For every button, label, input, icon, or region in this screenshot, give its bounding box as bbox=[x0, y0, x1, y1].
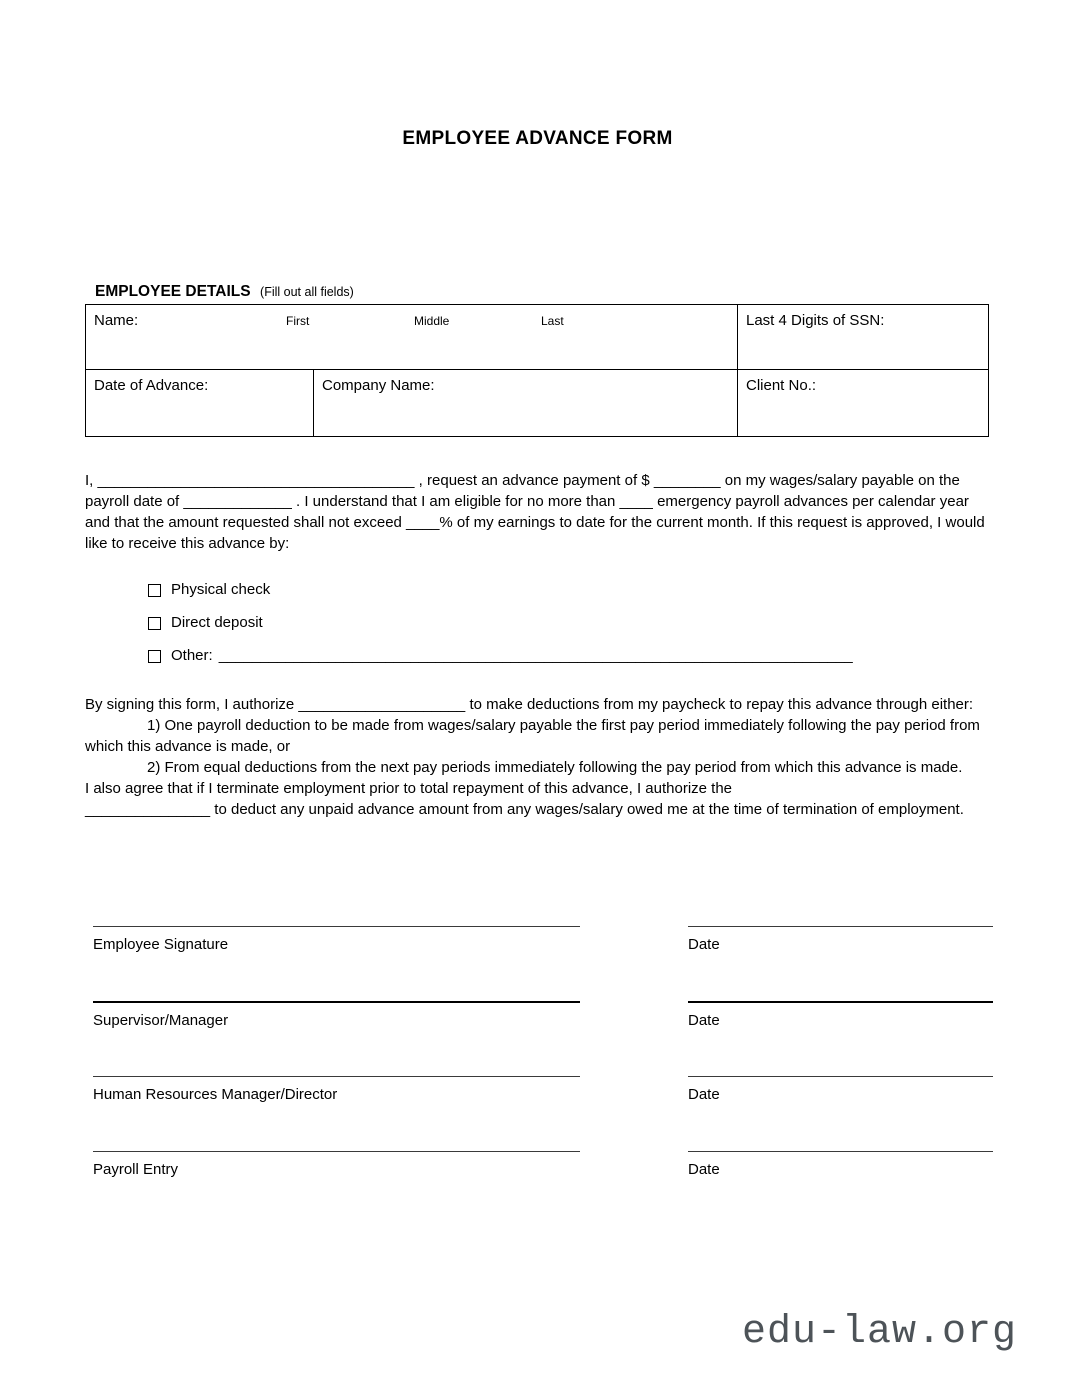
sig-row-payroll-entry bbox=[85, 1151, 988, 1226]
hr-manager-date-line bbox=[688, 1076, 993, 1103]
date-of-advance-cell[interactable] bbox=[86, 370, 314, 437]
sig-row-employee bbox=[85, 926, 988, 1001]
deduction-option-2: 2) From equal deductions from the next pay periods immediately following the pay period from which this advance is made. bbox=[147, 759, 963, 776]
physical-check-label: Physical check bbox=[171, 581, 271, 598]
employee-signature-line bbox=[93, 926, 580, 953]
supervisor-signature-label: Supervisor/Manager bbox=[93, 1012, 229, 1029]
name-last-label: Last bbox=[541, 314, 564, 328]
name-middle-label: Middle bbox=[414, 314, 450, 328]
other-label: Other: bbox=[171, 647, 213, 664]
client-no-label: Client No.: bbox=[746, 377, 817, 394]
direct-deposit-label: Direct deposit bbox=[171, 614, 263, 631]
hr-manager-date-label: Date bbox=[688, 1086, 720, 1103]
form-title: EMPLOYEE ADVANCE FORM bbox=[402, 128, 673, 149]
termination-clause-line2: _______________ to deduct any unpaid advance amount from any wages/salary owed me at the time of termination of employment. bbox=[85, 801, 964, 818]
physical-check-checkbox[interactable] bbox=[148, 584, 161, 597]
ssn-cell[interactable] bbox=[738, 305, 989, 370]
direct-deposit-checkbox[interactable] bbox=[148, 617, 161, 630]
authorization-block bbox=[85, 694, 988, 820]
option-physical-check bbox=[85, 580, 988, 600]
other-checkbox[interactable] bbox=[148, 650, 161, 663]
payroll-entry-signature-label: Payroll Entry bbox=[93, 1161, 179, 1178]
option-direct-deposit bbox=[85, 613, 988, 633]
client-no-cell[interactable] bbox=[738, 370, 989, 437]
delivery-options bbox=[85, 580, 988, 666]
name-cell[interactable] bbox=[86, 305, 738, 370]
employee-details-heading bbox=[85, 283, 988, 301]
company-name-label: Company Name: bbox=[322, 377, 435, 394]
termination-clause-line1: I also agree that if I terminate employment prior to total repayment of this advance, I authorize the bbox=[85, 780, 733, 797]
employee-signature-label: Employee Signature bbox=[93, 936, 229, 953]
payroll-entry-signature-line bbox=[93, 1151, 580, 1178]
ssn-label: Last 4 Digits of SSN: bbox=[746, 312, 885, 329]
watermark: edu-law.org bbox=[742, 1310, 1018, 1355]
payroll-entry-date-line bbox=[688, 1151, 993, 1178]
employee-date-label: Date bbox=[688, 936, 720, 953]
hr-manager-signature-label: Human Resources Manager/Director bbox=[93, 1086, 338, 1103]
other-blank-line: ____________________________________________________________________________ bbox=[218, 647, 853, 664]
deduction-option-1: 1) One payroll deduction to be made from wages/salary payable the first pay period immediately following the pay period from which this advance is made, or bbox=[85, 717, 980, 755]
sig-row-supervisor bbox=[85, 1001, 988, 1076]
option-other bbox=[85, 646, 988, 666]
hr-manager-signature-line bbox=[93, 1076, 580, 1103]
section-heading-note: (Fill out all fields) bbox=[260, 285, 354, 299]
authorization-intro: By signing this form, I authorize ____________________ to make deductions from my paycheck to repay this advance through either: bbox=[85, 696, 974, 713]
name-first-label: First bbox=[286, 314, 310, 328]
employee-details-table bbox=[85, 304, 989, 437]
form-content bbox=[85, 283, 988, 1226]
section-heading-text: EMPLOYEE DETAILS bbox=[95, 283, 251, 300]
supervisor-date-label: Date bbox=[688, 1012, 720, 1029]
name-label: Name: bbox=[94, 312, 139, 329]
supervisor-signature-line bbox=[93, 1001, 580, 1029]
payroll-entry-date-label: Date bbox=[688, 1161, 720, 1178]
signature-block bbox=[85, 926, 988, 1226]
supervisor-date-line bbox=[688, 1001, 993, 1029]
employee-date-line bbox=[688, 926, 993, 953]
request-paragraph: I, ______________________________________ , request an advance payment of $ ________ on my wages/salary payable on the payroll date of _____________ . I understand that I am eligible for no more than ____ emergency payroll advances per calendar year and that the amount requested shall not exceed ____% of my earnings to date for the current month. If this request is approved, I would like to receive this advance by: bbox=[85, 472, 985, 552]
date-of-advance-label: Date of Advance: bbox=[94, 377, 209, 394]
sig-row-hr-manager bbox=[85, 1076, 988, 1151]
company-name-cell[interactable] bbox=[314, 370, 738, 437]
